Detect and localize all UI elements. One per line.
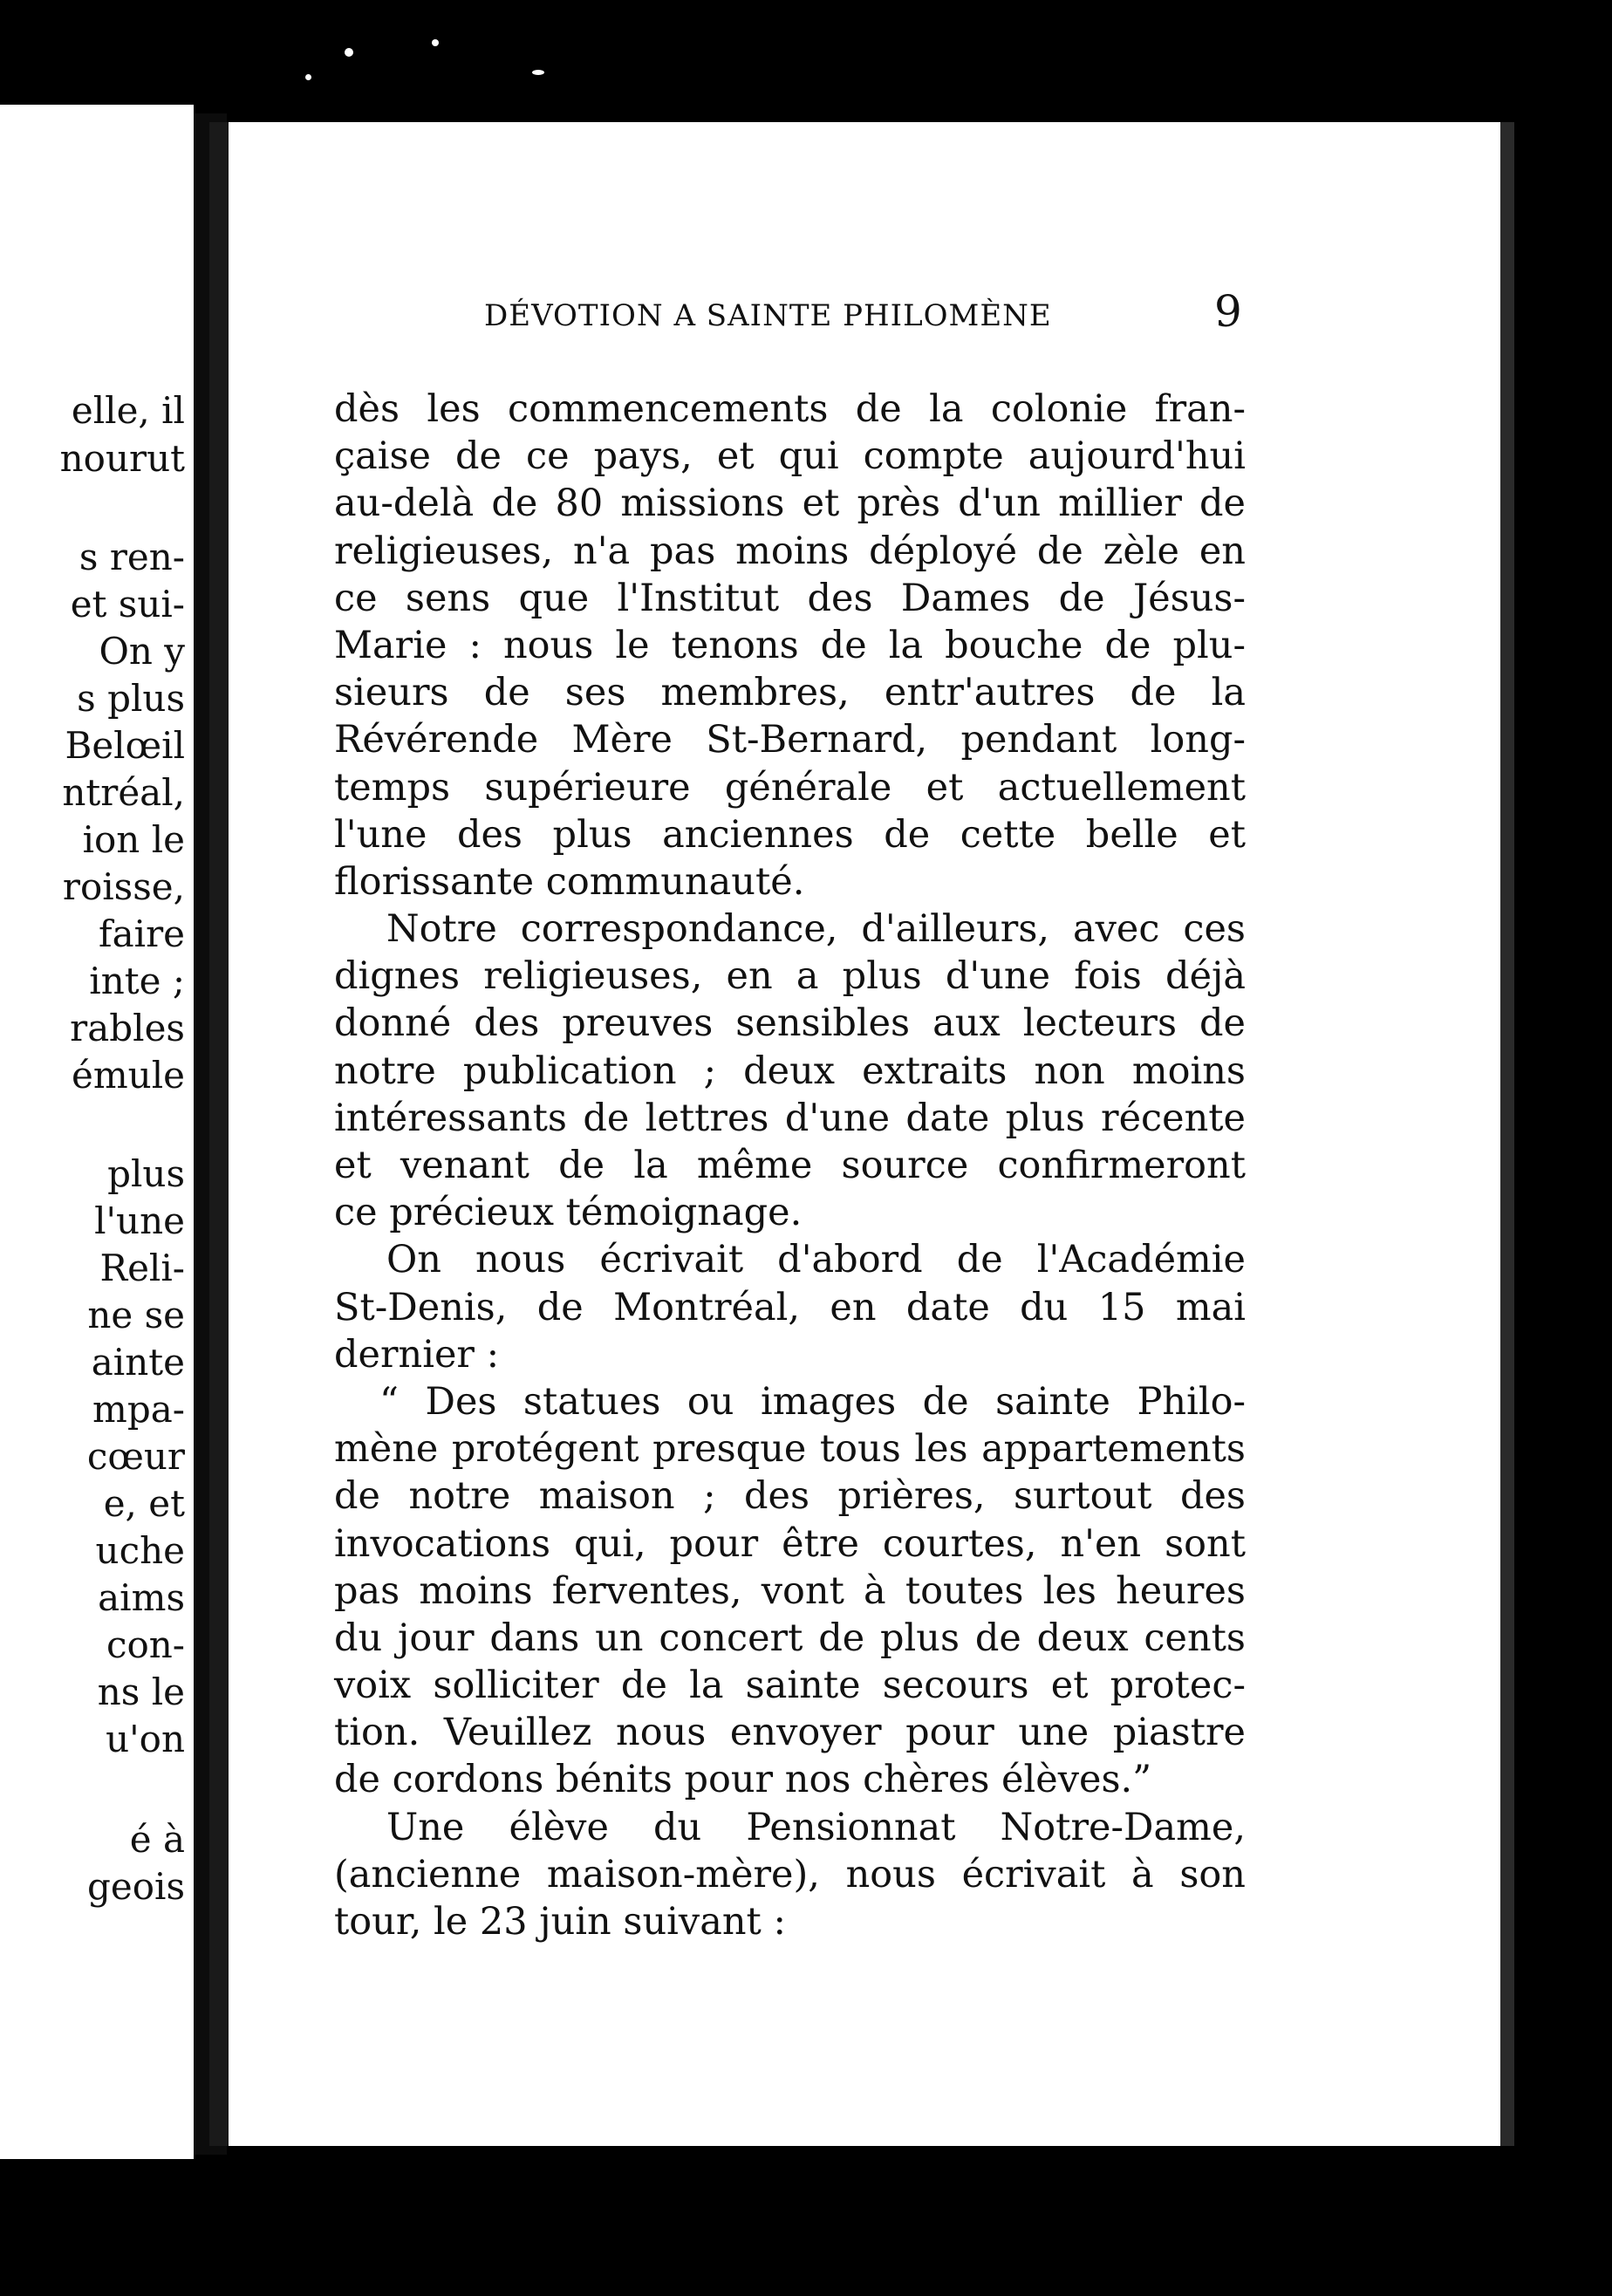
left-page-line: rables [70,1007,185,1049]
text-line: dès les commencements de la colonie fran- [334,387,1246,431]
text-line: du jour dans un concert de plus de deux cents [334,1616,1246,1660]
text-line: Une élève du Pensionnat Notre-Dame, [386,1805,1246,1849]
text-line: sieurs de ses membres, entr'autres de la [334,671,1246,715]
left-page-line: con- [106,1623,185,1666]
left-page-line: elle, il [71,389,185,432]
left-page-line: cœur [86,1435,185,1478]
text-line: ce sens que l'Institut des Dames de Jésus- [334,576,1246,620]
page-edge [1500,122,1514,2146]
previous-page-fragment [0,105,194,2159]
left-page-line: uche [95,1529,185,1572]
left-page-line: é à [129,1818,185,1861]
left-page-line: Reli- [99,1247,185,1289]
text-line: au-delà de 80 missions et près d'un millier de [334,482,1246,526]
text-line: de cordons bénits pour nos chères élèves.” [334,1758,1152,1802]
scan-speck [432,39,439,46]
text-line: et venant de la même source confirmeront [334,1144,1246,1187]
scan-speck [305,74,311,80]
left-page-line: ntréal, [62,771,185,814]
running-title: DÉVOTION A SAINTE PHILOMÈNE [484,298,1052,333]
scan-speck [532,70,544,75]
text-line: çaise de ce pays, et qui compte aujourd'hui [334,434,1246,479]
left-page-line: nourut [59,437,185,480]
left-page-line: e, et [103,1482,185,1525]
left-page-line: roisse, [62,865,185,908]
text-line: St-Denis, de Montréal, en date du 15 mai [334,1285,1246,1329]
body-text [334,386,1246,1945]
left-page-line: inte ; [89,960,185,1002]
text-line: notre publication ; deux extraits non moins [334,1049,1246,1093]
text-line: temps supérieure générale et actuellement [334,765,1246,810]
page-number: 9 [1214,286,1242,337]
left-page-line: l'une [94,1199,185,1242]
text-line: Révérende Mère St-Bernard, pendant long- [334,718,1246,762]
left-page-line: ns le [97,1671,185,1713]
text-line: mène protégent presque tous les appartements [334,1427,1246,1472]
text-line: (ancienne maison-mère), nous écrivait à son [334,1852,1246,1896]
text-line: de notre maison ; des prières, surtout des [334,1474,1246,1519]
left-page-line: aims [98,1576,185,1619]
left-page-line: u'on [106,1718,185,1760]
left-page-line: Belœil [65,724,185,767]
text-line: invocations qui, pour être courtes, n'en sont [334,1521,1246,1566]
left-page-line: faire [99,912,185,955]
text-line: voix solliciter de la sainte secours et protec- [334,1664,1246,1708]
left-page-line: ne se [87,1294,185,1336]
text-line: donné des preuves sensibles aux lecteurs de [334,1001,1246,1046]
text-line: florissante communauté. [334,859,805,904]
left-page-line: geois [86,1865,185,1908]
text-line: pas moins ferventes, vont à toutes les heures [334,1568,1246,1613]
left-page-line: On y [99,630,185,673]
left-page-line: ion le [82,818,185,861]
left-page-line: ainte [91,1341,185,1384]
text-line: l'une des plus anciennes de cette belle et [334,812,1246,857]
text-line: “ Des statues ou images de sainte Philo- [379,1379,1246,1424]
left-page-line: émule [71,1054,185,1097]
text-line: tour, le 23 juin suivant : [334,1900,786,1944]
left-page-line: et sui- [70,583,185,625]
scan-speck [345,48,353,57]
left-page-line: mpa- [92,1388,185,1431]
left-page-line: s ren- [79,536,185,578]
text-line: dignes religieuses, en a plus d'une fois déjà [334,954,1246,999]
left-page-line: plus [107,1152,185,1195]
text-line: tion. Veuillez nous envoyer pour une piastre [334,1711,1246,1755]
text-line: religieuses, n'a pas moins déployé de zèle en [334,529,1246,573]
text-line: dernier : [334,1332,500,1377]
text-line: Notre correspondance, d'ailleurs, avec ces [386,907,1246,952]
text-line: intéressants de lettres d'une date plus récente [334,1096,1246,1140]
text-line: Marie : nous le tenons de la bouche de plu- [334,623,1246,667]
left-page-line: s plus [77,677,185,720]
text-line: ce précieux témoignage. [334,1191,803,1235]
text-line: On nous écrivait d'abord de l'Académie [386,1238,1246,1282]
